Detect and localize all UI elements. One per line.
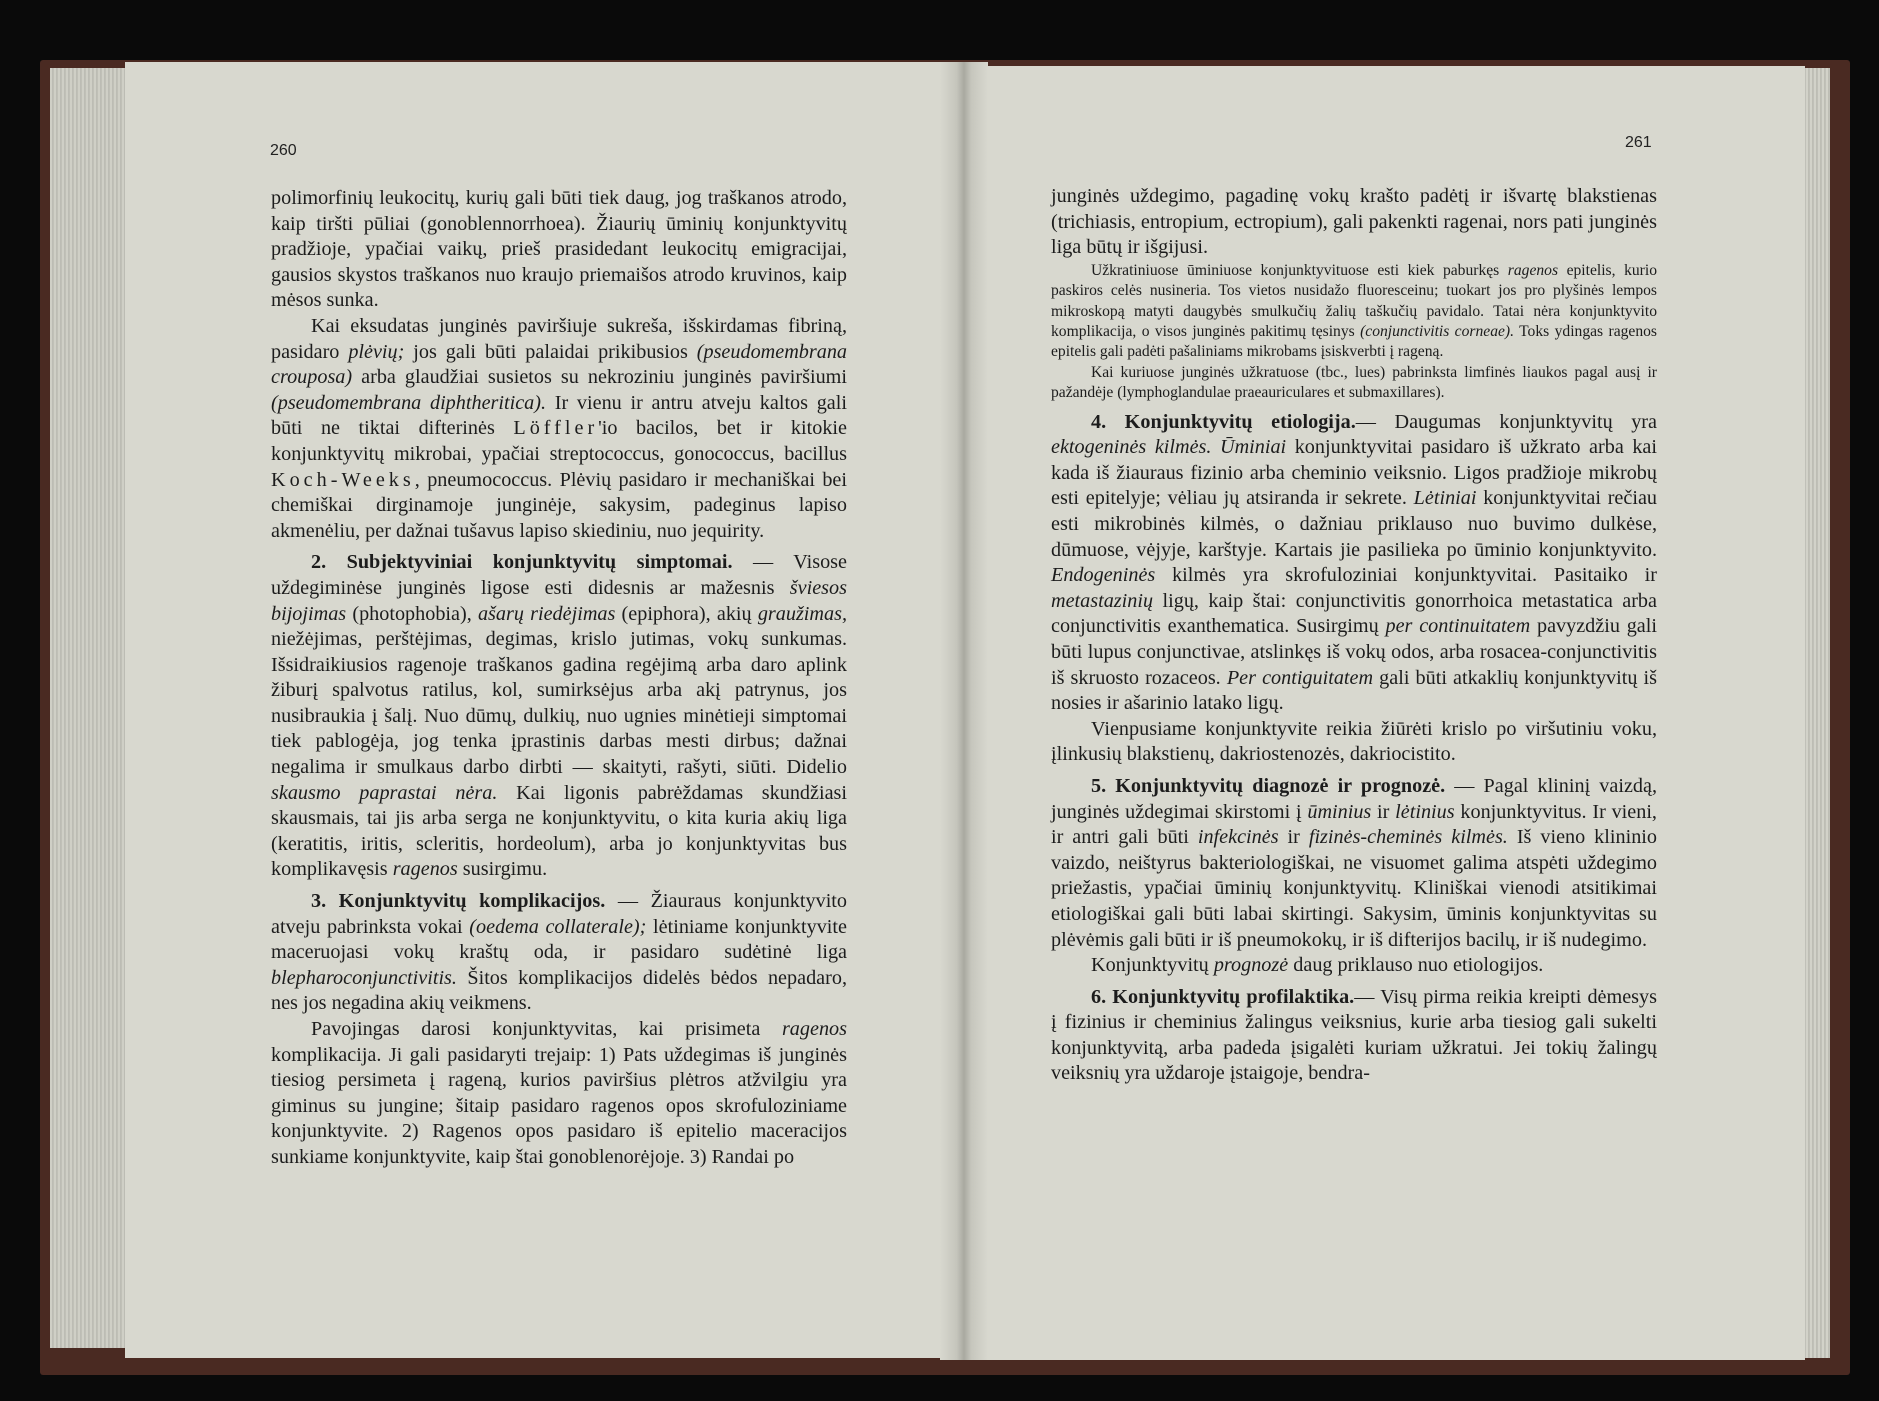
section-heading: 6. Konjunktyvitų profilaktika. [1091,985,1355,1008]
section-4: 4. Konjunktyvitų etiologija.— Daugumas konjunktyvitų yra ektogeninės kilmės. Ūminiai konjunktyvitai pasidaro iš užkrato arba kai kada iš žiauraus fizinio arba cheminio veiksnio. Ligos pradžioje mikrobų esti epitelyje; vėliau jų atsiranda ir sekrete. Lėtiniai konjunktyvitai rečiau esti mikrobinės kilmės, o dažniau priklauso nuo buvimo dulkėse, dūmuose, vėjyje, karštyje. Kartais jie pasilieka po ūminio konjunktyvito. Endogeninės kilmės yra skrofuloziniai konjunktyvitai. Pasitaiko ir metastazinių ligų, kaip štai: conjunctivitis gonorrhoica metastatica arba conjunctivitis exanthematica. Susirgimų per continuitatem pavyzdžiu gali būti lupus conjunctivae, atslinkęs iš vokų odos, arba rosacea-conjunctivitis iš skruosto rozaceos. Per contiguitatem gali būti atkaklių konjunktyvitų iš nosies ir ašarinio latako ligų. [1051,410,1658,715]
small-print-paragraph: Užkratiniuose ūminiuose konjunktyvituose esti kiek paburkęs ragenos epitelis, kurio paskiros celės nusineria. Tos vietos nusidažo fluoresceinu; tuokart jos pro plyšinės lempos mikroskopą matyti daugybės smulkučių žalių taškučių pavidalo. Tatai nėra konjunktyvito komplikacija, o visos junginės pakitimų tęsinys (conjunctivitis corneae). Toks ydingas ragenos epitelis gali padėti pašaliniams mikrobams įsiskverbti į rageną. [1051,261,1657,361]
right-text-column [1051,184,1657,1087]
section-heading: 2. Subjektyviniai konjunktyvitų simptomai. [311,551,733,574]
section-heading: 5. Konjunktyvitų diagnozė ir prognozė. [1091,774,1446,797]
small-print-paragraph: Kai kuriuose junginės užkratuose (tbc., lues) pabrinksta limfinės liaukos pagal ausį ir pažandėje (lymphoglandulae praeauriculares et submaxillares). [1051,363,1657,402]
section-2: 2. Subjektyviniai konjunktyvitų simptomai. — Visose uždegiminėse junginės ligose esti didesnis ar mažesnis šviesos bijojimas (photophobia), ašarų riedėjimas (epiphora), akių graužimas, niežėjimas, perštėjimas, degimas, krislo jutimas, vokų sunkumas. Išsidraikiusios ragenoje traškanos gadina regėjimą arba daro aplink žiburį spalvotus ratilus, kol, sumirksėjus arba akį patrynus, jos nusibraukia į šalį. Nuo dūmų, dulkių, nuo ugnies minėtieji simptomai tiek pablogėja, jog tenka įprastinis darbas mesti dirbus; dažnai negalima ir smulkaus darbo dirbti — skaityti, rašyti, siūti. Didelio skausmo paprastai nėra. Kai ligonis pabrėždamas skundžiasi skausmais, tai jis arba serga ne konjunktyvitu, o kita kuria akių liga (keratitis, iritis, scleritis, hordeolum), arba jo konjunktyvitas bus komplikavęsis ragenos susirgimu. [271,551,847,881]
paragraph: Kai eksudatas junginės paviršiuje sukreša, išskirdamas fibriną, pasidaro plėvių; jos gali būti palaidai prikibusios (pseudomembrana crouposa) arba glaudžiai susietos su nekroziniu junginės paviršiumi (pseudomembrana diphtheritica). Ir vienu ir antru atveju kaltos gali būti ne tiktai difterinės Löffler'io bacilos, bet ir kitokie konjunktyvitų mikrobai, ypačiai streptococcus, gonococcus, bacillus Koch-Weeks, pneumococcus. Plėvių pasidaro ir mechaniškai bei chemiškai dirginamoje junginėje, sakysim, padeginus lapiso akmenėliu, per dažnai tušavus lapiso skiediniu, nuo jequirity. [271,314,848,542]
section-3: 3. Konjunktyvitų komplikacijos. — Žiauraus konjunktyvito atveju pabrinksta vokai (oedema collaterale); lėtiniame konjunktyvite maceruojasi vokų kraštų oda, ir pasidaro sudėtinė liga blepharoconjunctivitis. Šitos komplikacijos didelės bėdos nepadaro, nes jos negadina akių veikmens. [271,890,848,1015]
page-edges-left [50,68,130,1348]
paragraph: Vienpusiame konjunktyvite reikia žiūrėti krislo po viršutiniu voku, įlinkusių blakstienų, dakriostenozės, dakriocistito. [1051,717,1657,766]
left-text-column [271,186,847,1171]
paragraph: polimorfinių leukocitų, kurių gali būti tiek daug, jog traškanos atrodo, kaip tiršti pūliai (gonoblennorrhoea). Žiaurių ūminių konjunktyvitų pradžioje, ypačiai vaikų, prieš prasidedant leukocitų emigracijai, gausios skystos traškanos nuo kraujo priemaišos atrodo kruvinos, kaip mėsos sunka. [271,187,847,312]
section-heading: 4. Konjunktyvitų etiologija. [1091,410,1356,433]
paragraph: junginės uždegimo, pagadinę vokų krašto padėtį ir išvartę blakstienas (trichiasis, entropium, ectropium), gali pakenkti ragenai, nors pati junginės liga būtų ir išgijusi. [1051,185,1657,259]
section-heading: 3. Konjunktyvitų komplikacijos. [311,890,606,913]
book-gutter [940,62,988,1360]
page-number-right: 261 [1625,134,1652,151]
section-5: 5. Konjunktyvitų diagnozė ir prognozė. — Pagal klininį vaizdą, junginės uždegimai skirstomi į ūminius ir lėtinius konjunktyvitus. Ir vieni, ir antri gali būti infekcinės ir fizinės-cheminės kilmės. Iš vieno klininio vaizdo, neištyrus bakteriologiškai, ne visuomet galima atspėti uždegimo priežastis, ypačiai ūminių konjunktyvitų. Kliniškai vienodi atsitikimai etiologiškai gali būti labai skirtingi. Sakysim, ūminis konjunktyvitas su plėvėmis gali būti ir iš pneumokokų, ir iš difterijos bacilų, ir iš nudegimo. [1051,774,1658,951]
page-number-left: 260 [270,142,297,159]
section-6: 6. Konjunktyvitų profilaktika.— Visų pirma reikia kreipti dėmesys į fizinius ir cheminius žalingus veiksnius, kurie arba tiesiog gali sukelti konjunktyvitą, arba padeda įsigalėti kuriam užkratui. Jei tokių žalingų veiksnių yra uždaroje įstaigoje, bendra- [1051,985,1657,1085]
left-page [125,62,960,1358]
paragraph: Pavojingas darosi konjunktyvitas, kai prisimeta ragenos komplikacija. Ji gali pasidaryti trejaip: 1) Pats uždegimas iš junginės tiesiog persimeta į rageną, kurios paviršius plėtros atžvilgiu yra giminus su jungine; šitaip pasidaro ragenos opos skrofuloziniame konjunktyvite. 2) Ragenos opos pasidaro iš epitelio maceracijos sunkiame konjunktyvite, kaip štai gonoblenorėjoje. 3) Randai po [271,1018,847,1168]
right-page [963,66,1805,1360]
paragraph: Konjunktyvitų prognozė daug priklauso nuo etiologijos. [1091,954,1544,977]
